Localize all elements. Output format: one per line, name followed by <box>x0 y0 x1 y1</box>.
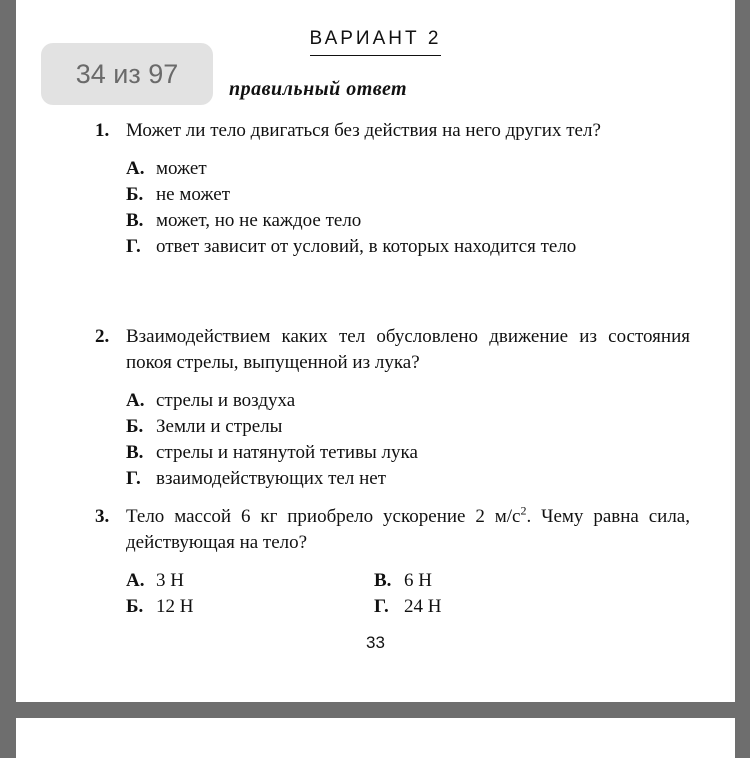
option-text: может, но не каждое тело <box>156 210 362 231</box>
question-2 <box>95 324 690 492</box>
superscript: 2 <box>520 503 527 518</box>
option-letter: В. <box>126 210 144 231</box>
option-letter: В. <box>126 442 144 463</box>
question-text-part: . Чему равна сила, действующая на тело? <box>126 506 690 553</box>
question-text-part: Тело массой 6 кг приобрело ускорение 2 м/с <box>126 506 521 527</box>
answer-option[interactable] <box>126 208 690 234</box>
option-letter: А. <box>126 390 145 411</box>
answer-option[interactable] <box>126 440 690 466</box>
option-letter: В. <box>374 570 392 591</box>
option-letter: Б. <box>126 184 144 205</box>
answer-option[interactable] <box>126 156 690 182</box>
option-text: стрелы и натянутой тетивы лука <box>156 442 418 463</box>
answer-option[interactable] <box>126 594 374 620</box>
next-page-preview <box>16 718 735 758</box>
option-text: может <box>156 158 207 179</box>
answer-option[interactable] <box>126 182 690 208</box>
option-letter: Г. <box>374 596 389 617</box>
option-letter: Б. <box>126 596 144 617</box>
option-text: 12 Н <box>156 596 194 617</box>
option-letter: А. <box>126 570 145 591</box>
question-number: 1. <box>95 120 110 141</box>
option-letter: Б. <box>126 416 144 437</box>
option-text: не может <box>156 184 231 205</box>
page-counter-badge: 34 из 97 <box>41 43 213 105</box>
question-1 <box>95 118 690 260</box>
answer-option[interactable] <box>374 568 574 594</box>
question-number: 3. <box>95 506 110 527</box>
question-text: Взаимодействием каких тел обусловлено движение из состояния покоя стрелы, выпущенной из лука? <box>126 326 690 373</box>
answer-option[interactable] <box>374 594 574 620</box>
answer-option[interactable] <box>126 466 690 492</box>
answer-option[interactable] <box>126 414 690 440</box>
page-number: 33 <box>366 633 385 652</box>
option-text: стрелы и воздуха <box>156 390 296 411</box>
document-page <box>16 0 735 702</box>
option-letter: А. <box>126 158 145 179</box>
option-letter: Г. <box>126 236 141 257</box>
option-text: взаимодействующих тел нет <box>156 468 386 489</box>
answer-options <box>126 156 690 260</box>
answer-options <box>126 388 690 492</box>
option-text: 6 Н <box>404 570 432 591</box>
answer-option[interactable] <box>126 388 690 414</box>
option-text: Земли и стрелы <box>156 416 283 437</box>
question-text: Может ли тело двигаться без действия на него других тел? <box>126 120 601 141</box>
instruction-text: правильный ответ <box>229 78 408 100</box>
option-text: 3 Н <box>156 570 184 591</box>
question-text <box>126 504 690 556</box>
question-3 <box>95 504 690 620</box>
answer-options <box>126 568 690 620</box>
option-letter: Г. <box>126 468 141 489</box>
answer-option[interactable] <box>126 234 690 260</box>
variant-heading: ВАРИАНТ 2 <box>16 28 735 50</box>
answer-option[interactable] <box>126 568 374 594</box>
option-text: ответ зависит от условий, в которых находится тело <box>156 236 577 257</box>
option-text: 24 Н <box>404 596 442 617</box>
question-number: 2. <box>95 326 110 347</box>
